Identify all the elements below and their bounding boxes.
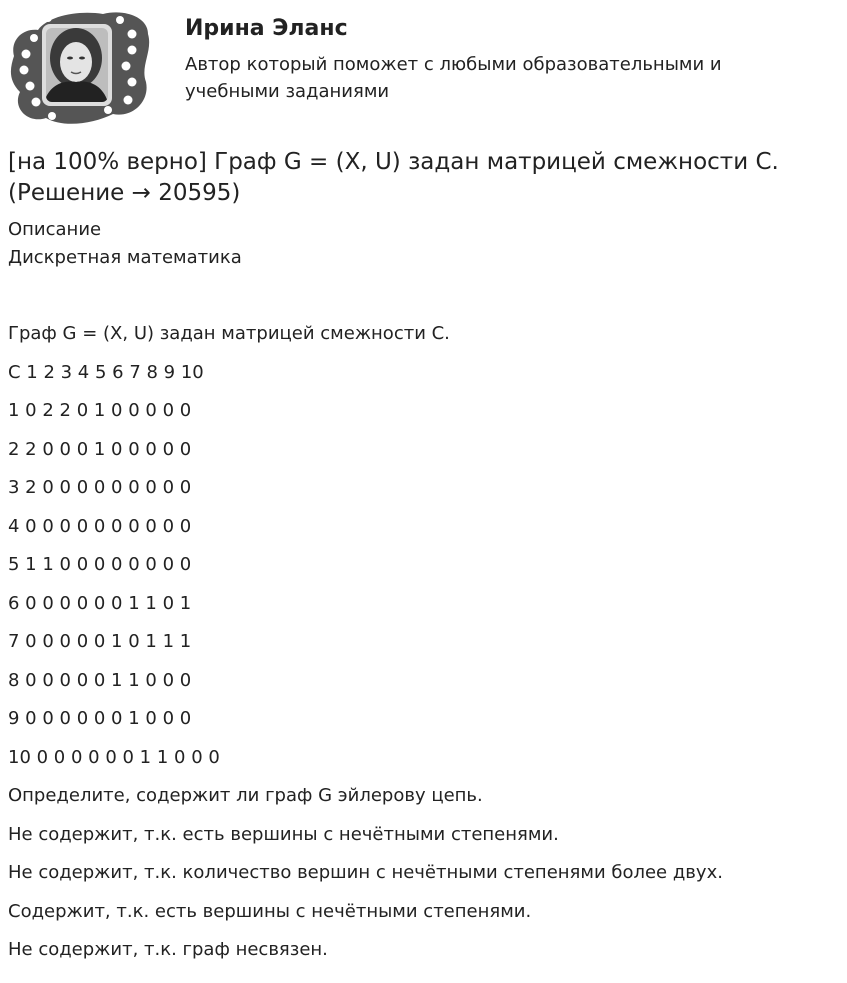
description-label: Описание bbox=[8, 219, 102, 240]
matrix-row: 1 0 2 2 0 1 0 0 0 0 0 bbox=[8, 400, 192, 421]
matrix-row: 3 2 0 0 0 0 0 0 0 0 0 bbox=[8, 477, 192, 498]
answer-option: Не содержит, т.к. граф несвязен. bbox=[8, 939, 328, 960]
page-title: [на 100% верно] Граф G = (X, U) задан матрицей смежности C. (Решение → 20595) bbox=[8, 149, 779, 206]
task-body bbox=[8, 320, 723, 975]
answer-option: Не содержит, т.к. есть вершины с нечётными степенями. bbox=[8, 823, 559, 845]
answer-option: Не содержит, т.к. количество вершин с нечётными степенями более двух. bbox=[8, 862, 723, 883]
film-frame-avatar-icon bbox=[8, 6, 153, 128]
matrix-row: 9 0 0 0 0 0 0 1 0 0 0 bbox=[8, 708, 192, 729]
matrix-row: 7 0 0 0 0 0 1 0 1 1 1 bbox=[8, 631, 192, 652]
meta-block bbox=[8, 216, 242, 272]
matrix-row: 2 2 0 0 0 1 0 0 0 0 0 bbox=[8, 438, 192, 460]
answer-option: Содержит, т.к. есть вершины с нечётными степенями. bbox=[8, 900, 532, 922]
matrix-header-row: C 1 2 3 4 5 6 7 8 9 10 bbox=[8, 361, 204, 383]
matrix-row: 8 0 0 0 0 0 1 1 0 0 0 bbox=[8, 669, 192, 691]
matrix-row: 10 0 0 0 0 0 0 1 1 0 0 0 bbox=[8, 746, 220, 768]
task-statement: Граф G = (X, U) задан матрицей смежности C. bbox=[8, 323, 450, 344]
author-description: Автор который поможет с любыми образовательными и учебными заданиями bbox=[185, 54, 722, 102]
question-text: Определите, содержит ли граф G эйлерову цепь. bbox=[8, 785, 483, 806]
author-avatar bbox=[8, 6, 153, 128]
matrix-row: 4 0 0 0 0 0 0 0 0 0 0 bbox=[8, 515, 192, 537]
matrix-row: 5 1 1 0 0 0 0 0 0 0 0 bbox=[8, 554, 192, 575]
author-header bbox=[8, 6, 838, 128]
matrix-row: 6 0 0 0 0 0 0 1 1 0 1 bbox=[8, 592, 192, 614]
subject-label: Дискретная математика bbox=[8, 247, 242, 268]
author-name: Ирина Эланс bbox=[185, 16, 348, 41]
